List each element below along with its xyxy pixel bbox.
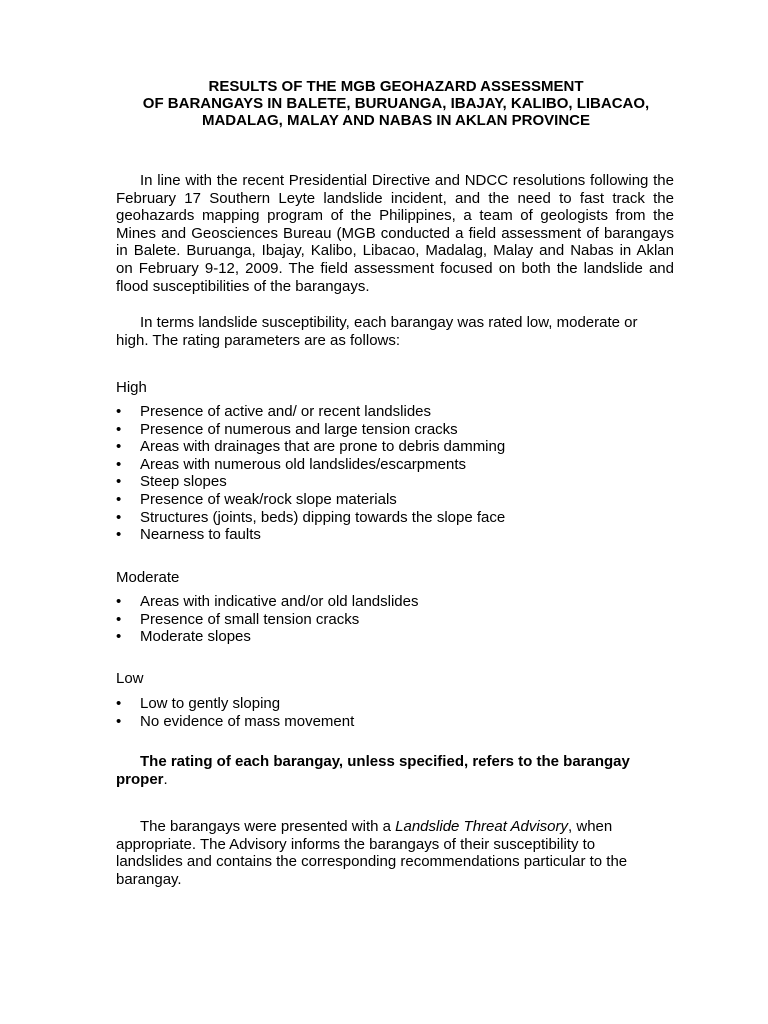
moderate-criteria-list: [116, 593, 419, 646]
list-item: • Areas with indicative and/or old landslides: [116, 593, 419, 611]
list-item: • Low to gently sloping: [116, 695, 354, 713]
title-line-3: MADALAG, MALAY AND NABAS IN AKLAN PROVINCE: [201, 112, 591, 129]
list-item: • Nearness to faults: [116, 526, 505, 544]
advisory-title: Landslide Threat Advisory: [395, 818, 569, 835]
high-criteria-list: [116, 403, 505, 544]
intro-paragraph: In line with the recent Presidential Directive and NDCC resolutions following the February 17 Southern Leyte landslide incident, and the need to fast track the geohazards mapping program of the Philippines, a team of geologists from the Mines and Geosciences Bureau (MGB conducted a field assessment of barangays in Balete. Buruanga, Ibajay, Kalibo, Libacao, Madalag, Malay and Nabas in Aklan on February 9-12, 2009. The field assessment focused on both the landslide and flood susceptibilities of the barangays.: [116, 172, 674, 295]
advisory-text-before: The barangays were presented with a: [140, 818, 396, 835]
rating-note-bold: The rating of each barangay, unless specified, refers to the barangay proper: [116, 753, 630, 788]
list-item: • Steep slopes: [116, 473, 505, 491]
rating-note-end: .: [163, 770, 168, 788]
high-heading: High: [116, 379, 147, 396]
advisory-paragraph: [116, 818, 651, 888]
low-criteria-list: [116, 695, 354, 730]
list-item: • Moderate slopes: [116, 628, 419, 646]
document-title: [116, 78, 676, 129]
list-item: • Structures (joints, beds) dipping towards the slope face: [116, 509, 505, 527]
list-item: • No evidence of mass movement: [116, 713, 354, 731]
list-item: • Presence of small tension cracks: [116, 611, 419, 629]
title-line-1: RESULTS OF THE MGB GEOHAZARD ASSESSMENT: [208, 78, 584, 95]
list-item: • Areas with drainages that are prone to debris damming: [116, 438, 505, 456]
low-heading: Low: [116, 670, 144, 687]
rating-note-paragraph: [116, 753, 661, 788]
advisory-text-after: , when appropriate. The Advisory informs the barangays of their susceptibility to landslides and contains the corresponding recommendations particular to the barangay.: [116, 818, 628, 888]
moderate-heading: Moderate: [116, 569, 180, 586]
list-item: • Presence of numerous and large tension cracks: [116, 421, 505, 439]
rating-intro-paragraph: In terms landslide susceptibility, each barangay was rated low, moderate or high. The rating parameters are as follows:: [116, 314, 638, 349]
list-item: • Presence of active and/ or recent landslides: [116, 403, 505, 421]
title-line-2: OF BARANGAYS IN BALETE, BURUANGA, IBAJAY, KALIBO, LIBACAO,: [142, 95, 650, 112]
list-item: • Areas with numerous old landslides/escarpments: [116, 456, 505, 474]
list-item: • Presence of weak/rock slope materials: [116, 491, 505, 509]
